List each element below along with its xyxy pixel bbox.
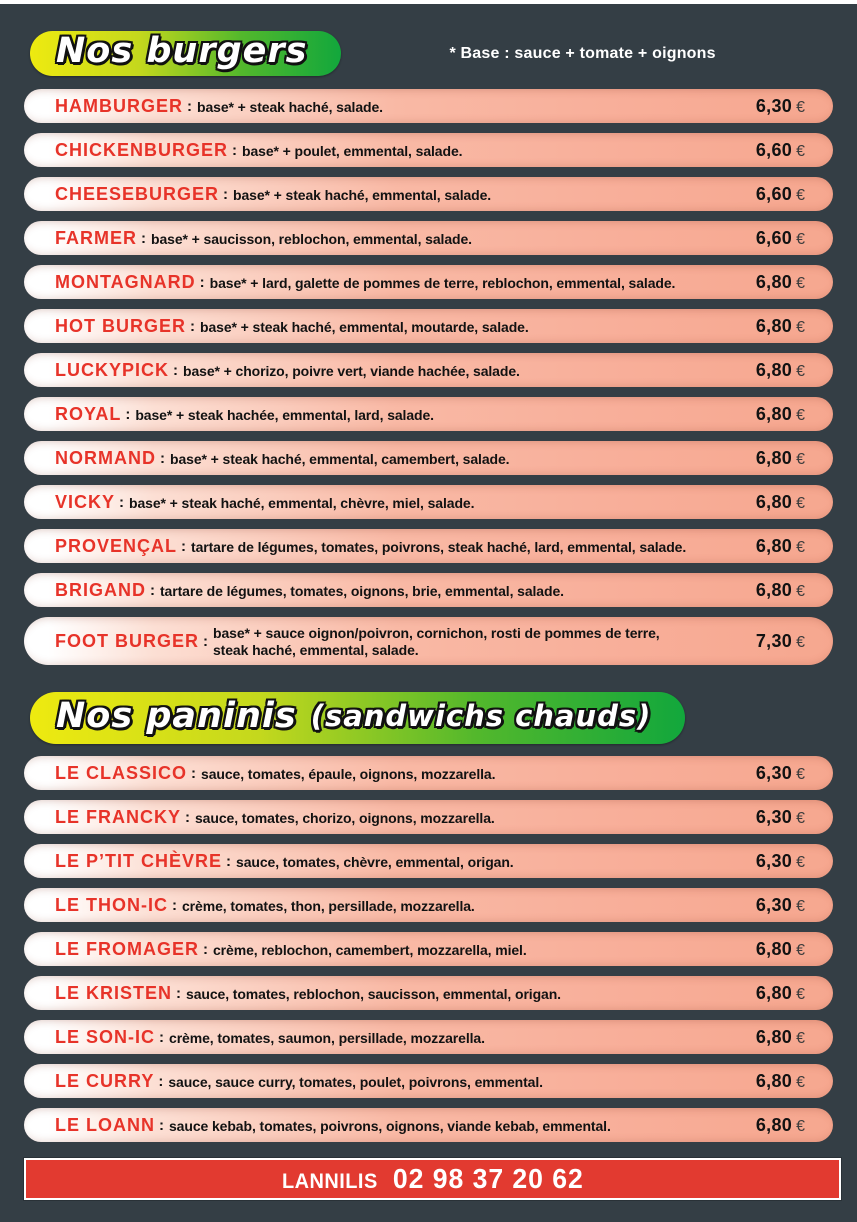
item-price (746, 895, 805, 916)
price-value: 6,80 (755, 1070, 793, 1091)
euro-symbol: € (796, 274, 805, 292)
item-name: CHICKENBURGER (55, 139, 229, 160)
item-name: LE FROMAGER (55, 938, 199, 959)
top-edge-strip (0, 0, 857, 4)
paninis-title-pill (30, 692, 685, 744)
menu-item-row (24, 1108, 833, 1142)
euro-symbol: € (796, 985, 805, 1003)
price-value: 7,30 (755, 630, 793, 651)
euro-symbol: € (796, 494, 805, 512)
item-name: LE SON-IC (55, 1026, 156, 1047)
item-name: BRIGAND (55, 579, 146, 600)
footer-phone: 02 98 37 20 62 (392, 1163, 584, 1194)
price-value: 6,60 (755, 139, 793, 160)
euro-symbol: € (796, 853, 805, 871)
item-description: base* + saucisson, reblochon, emmental, salade. (151, 230, 472, 247)
paninis-list (0, 756, 857, 1142)
item-description: base* + poulet, emmental, salade. (242, 142, 463, 159)
item-price (746, 96, 805, 117)
menu-item-row (24, 397, 833, 431)
euro-symbol: € (796, 633, 805, 651)
price-value: 6,80 (755, 535, 793, 556)
item-description: sauce, tomates, chorizo, oignons, mozzarella. (195, 809, 495, 826)
base-note: * Base : sauce + tomate + oignons (449, 44, 716, 62)
menu-item-row (24, 888, 833, 922)
name-separator: : (190, 318, 195, 335)
euro-symbol: € (796, 582, 805, 600)
item-description: base* + lard, galette de pommes de terre, reblochon, emmental, salade. (209, 274, 676, 291)
item-description: base* + steak hachée, emmental, lard, salade. (135, 406, 434, 423)
euro-symbol: € (796, 362, 805, 380)
item-price (746, 360, 805, 381)
item-description: sauce, tomates, chèvre, emmental, origan. (236, 853, 514, 870)
item-price (746, 580, 805, 601)
price-value: 6,80 (755, 315, 793, 336)
menu-item-row (24, 353, 833, 387)
euro-symbol: € (796, 230, 805, 248)
item-name: CHEESEBURGER (55, 183, 220, 204)
euro-symbol: € (796, 186, 805, 204)
price-value: 6,80 (755, 359, 793, 380)
item-name: FOOT BURGER (55, 630, 199, 651)
item-name: HOT BURGER (55, 315, 186, 336)
euro-symbol: € (796, 897, 805, 915)
name-separator: : (181, 538, 187, 555)
item-name: LUCKYPICK (55, 359, 170, 380)
item-description: crème, tomates, thon, persillade, mozzarella. (182, 897, 475, 914)
price-value: 6,80 (755, 982, 793, 1003)
name-separator: : (119, 494, 125, 511)
item-price (746, 448, 805, 469)
item-name: LE THON-IC (55, 894, 168, 915)
item-price (746, 807, 805, 828)
item-price (746, 536, 805, 557)
item-price (746, 939, 805, 960)
item-name: LE LOANN (55, 1114, 155, 1135)
price-value: 6,80 (755, 271, 793, 292)
menu-item-row (24, 756, 833, 790)
menu-item-row (24, 133, 833, 167)
name-separator: : (173, 362, 179, 379)
item-price (746, 631, 805, 652)
item-description: base* + steak haché, emmental, chèvre, miel, salade. (129, 494, 475, 511)
name-separator: : (203, 633, 208, 650)
euro-symbol: € (796, 406, 805, 424)
name-separator: : (160, 450, 165, 467)
item-price (746, 851, 805, 872)
item-description: tartare de légumes, tomates, poivrons, steak haché, lard, emmental, salade. (191, 538, 687, 555)
paninis-subtitle: (sandwichs chauds) (310, 698, 652, 733)
name-separator: : (158, 1073, 164, 1090)
item-description-line1: base* + sauce oignon/poivron, cornichon, rosti de pommes de terre, (213, 624, 660, 641)
menu-item-row (24, 976, 833, 1010)
item-description: crème, tomates, saumon, persillade, mozzarella. (169, 1029, 485, 1046)
price-value: 6,30 (755, 806, 793, 827)
name-separator: : (232, 142, 238, 159)
price-value: 6,80 (755, 1026, 793, 1047)
item-description: sauce, tomates, épaule, oignons, mozzarella. (201, 765, 496, 782)
footer-contact (282, 1163, 584, 1195)
name-separator: : (187, 98, 192, 115)
price-value: 6,80 (755, 447, 793, 468)
menu-item-row (24, 844, 833, 878)
menu-item-row (24, 1064, 833, 1098)
footer-banner (24, 1158, 841, 1200)
item-price (746, 1071, 805, 1092)
euro-symbol: € (796, 98, 805, 116)
menu-item-row (24, 89, 833, 123)
menu-item-row (24, 265, 833, 299)
price-value: 6,30 (755, 95, 793, 116)
item-description: sauce, sauce curry, tomates, poulet, poivrons, emmental. (168, 1073, 543, 1090)
price-value: 6,30 (755, 762, 793, 783)
item-price (746, 140, 805, 161)
name-separator: : (199, 274, 205, 291)
item-name: FARMER (55, 227, 137, 248)
item-description: base* + steak haché, emmental, salade. (233, 186, 492, 203)
menu-item-row (24, 529, 833, 563)
item-name: LE CLASSICO (55, 762, 188, 783)
price-value: 6,80 (755, 403, 793, 424)
burgers-list (0, 89, 857, 665)
name-separator: : (172, 897, 177, 914)
price-value: 6,80 (755, 1114, 793, 1135)
burgers-title-pill (30, 31, 341, 76)
item-description (213, 624, 660, 658)
item-price (746, 983, 805, 1004)
name-separator: : (150, 582, 155, 599)
euro-symbol: € (796, 1073, 805, 1091)
item-name: LE KRISTEN (55, 982, 173, 1003)
menu-item-row (24, 177, 833, 211)
item-name: PROVENÇAL (55, 535, 178, 556)
item-description: sauce kebab, tomates, poivrons, oignons, viande kebab, emmental. (169, 1117, 611, 1134)
price-value: 6,80 (755, 938, 793, 959)
name-separator: : (125, 406, 131, 423)
name-separator: : (141, 230, 146, 247)
paninis-title: Nos paninis (56, 695, 297, 736)
item-price (746, 763, 805, 784)
name-separator: : (226, 853, 232, 870)
menu-item-row (24, 485, 833, 519)
name-separator: : (185, 809, 190, 826)
item-description: base* + steak haché, emmental, moutarde, salade. (200, 318, 529, 335)
euro-symbol: € (796, 318, 805, 336)
price-value: 6,60 (755, 183, 793, 204)
menu-item-row (24, 617, 833, 665)
item-price (746, 316, 805, 337)
euro-symbol: € (796, 809, 805, 827)
menu-item-row (24, 1020, 833, 1054)
name-separator: : (159, 1117, 164, 1134)
menu-item-row (24, 800, 833, 834)
item-description: base* + steak haché, salade. (197, 98, 383, 115)
menu-item-row (24, 441, 833, 475)
price-value: 6,60 (755, 227, 793, 248)
item-description: sauce, tomates, reblochon, saucisson, emmental, origan. (186, 985, 561, 1002)
footer-city: LANNILIS (281, 1170, 378, 1193)
name-separator: : (223, 186, 229, 203)
paninis-section-header (30, 692, 833, 744)
euro-symbol: € (796, 142, 805, 160)
name-separator: : (191, 765, 197, 782)
name-separator: : (203, 941, 208, 958)
euro-symbol: € (796, 765, 805, 783)
menu-item-row (24, 932, 833, 966)
menu-item-row (24, 309, 833, 343)
item-price (746, 1027, 805, 1048)
item-price (746, 1115, 805, 1136)
burgers-title: Nos burgers (56, 31, 308, 71)
price-value: 6,80 (755, 579, 793, 600)
item-description-line2: steak haché, emmental, salade. (213, 641, 419, 658)
name-separator: : (176, 985, 182, 1002)
item-description: tartare de légumes, tomates, oignons, brie, emmental, salade. (160, 582, 564, 599)
item-name: HAMBURGER (55, 95, 183, 116)
euro-symbol: € (796, 1117, 805, 1135)
menu-item-row (24, 221, 833, 255)
item-name: VICKY (55, 491, 116, 512)
item-name: LE CURRY (55, 1070, 155, 1091)
euro-symbol: € (796, 941, 805, 959)
item-price (746, 492, 805, 513)
item-price (746, 184, 805, 205)
euro-symbol: € (796, 538, 805, 556)
item-name: MONTAGNARD (55, 271, 196, 292)
name-separator: : (159, 1029, 165, 1046)
price-value: 6,30 (755, 850, 793, 871)
item-name: NORMAND (55, 447, 156, 468)
menu-item-row (24, 573, 833, 607)
item-price (746, 228, 805, 249)
item-name: ROYAL (55, 403, 122, 424)
price-value: 6,30 (755, 894, 793, 915)
item-price (746, 272, 805, 293)
burgers-section-header (30, 31, 833, 76)
euro-symbol: € (796, 1029, 805, 1047)
item-price (746, 404, 805, 425)
euro-symbol: € (796, 450, 805, 468)
item-description: crème, reblochon, camembert, mozzarella, miel. (213, 941, 527, 958)
item-name: LE P’TIT CHÈVRE (55, 850, 223, 871)
price-value: 6,80 (755, 491, 793, 512)
item-description: base* + chorizo, poivre vert, viande hachée, salade. (183, 362, 520, 379)
item-name: LE FRANCKY (55, 806, 181, 827)
item-description: base* + steak haché, emmental, camembert, salade. (170, 450, 510, 467)
